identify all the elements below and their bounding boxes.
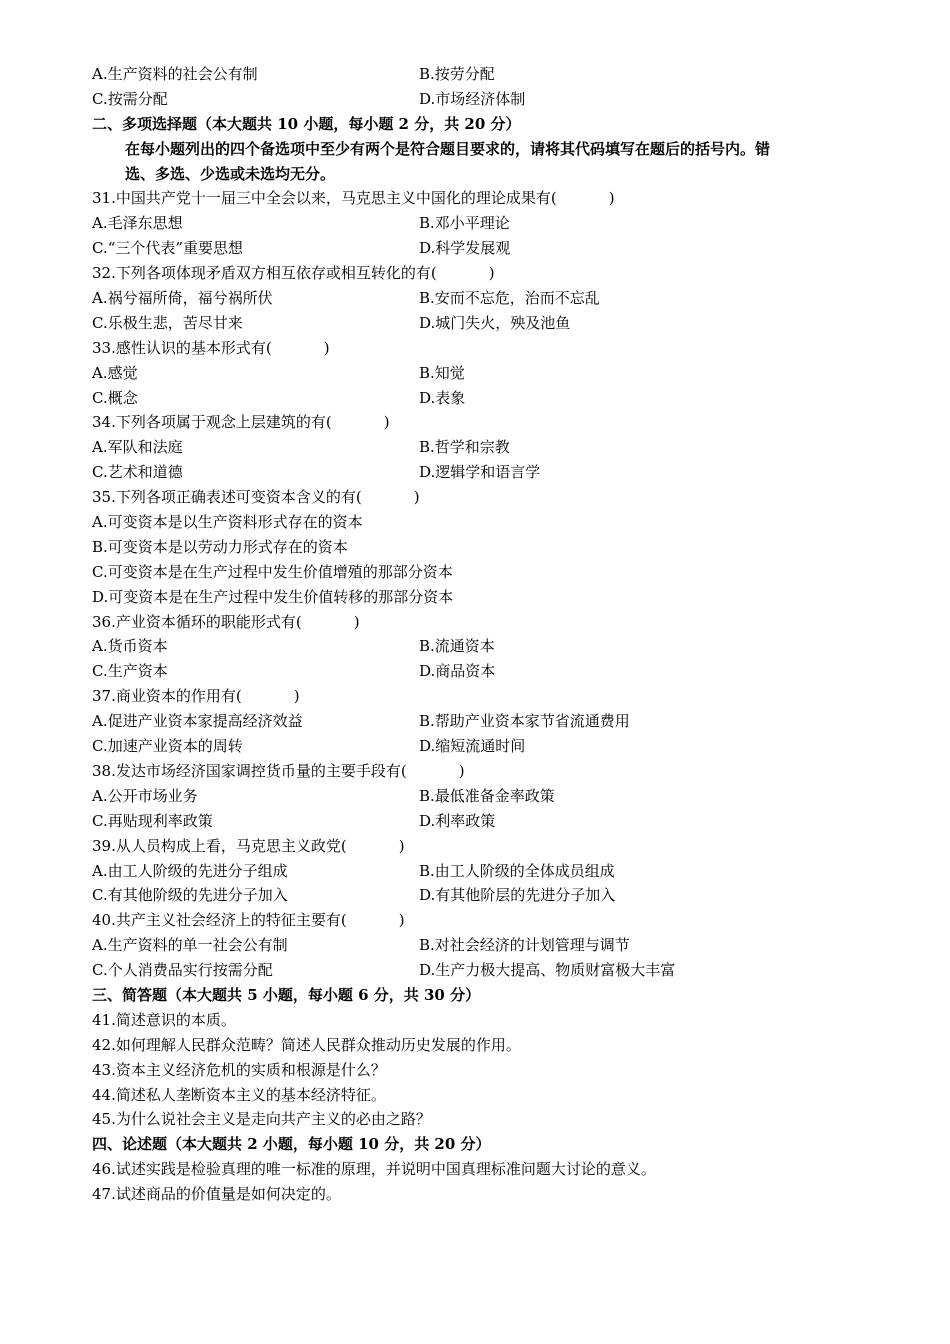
question-stem: 38.发达市场经济国家调控货币量的主要手段有( xyxy=(92,761,407,780)
option-a: A.毛泽东思想 xyxy=(92,214,183,233)
question-stem: 35.下列各项正确表述可变资本含义的有( xyxy=(92,488,362,507)
option-d: D.利率政策 xyxy=(419,811,496,830)
question-43: 43.资本主义经济危机的实质和根源是什么？ xyxy=(92,1060,386,1079)
option-c: C.艺术和道德 xyxy=(92,463,183,482)
option-row xyxy=(92,361,872,386)
option-row xyxy=(92,286,872,311)
question-36 xyxy=(92,610,872,635)
option-b: B.哲学和宗教 xyxy=(419,438,510,457)
option-row xyxy=(92,386,872,411)
question-stem: 33.感性认识的基本形式有( xyxy=(92,338,272,357)
answer-paren-close: ) xyxy=(488,264,495,283)
option-b: B.邓小平理论 xyxy=(419,214,510,233)
answer-paren-close: ) xyxy=(458,761,465,780)
option-row xyxy=(92,709,872,734)
option-d: D.商品资本 xyxy=(419,662,496,681)
section2-instruction-line1: 在每小题列出的四个备选项中至少有两个是符合题目要求的，请将其代码填写在题后的括号内。错 xyxy=(125,139,771,158)
option-a: A.祸兮福所倚，福兮祸所伏 xyxy=(92,289,273,308)
option-a: A.公开市场业务 xyxy=(92,786,198,805)
option-d: D.城门失火，殃及池鱼 xyxy=(419,313,571,332)
option-c: C.可变资本是在生产过程中发生价值增殖的那部分资本 xyxy=(92,562,453,581)
question-38 xyxy=(92,759,872,784)
section3-heading: 三、简答题（本大题共 5 小题，每小题 6 分，共 30 分） xyxy=(92,985,481,1004)
option-row xyxy=(92,87,872,112)
option-row xyxy=(92,883,872,908)
option-b: B.知觉 xyxy=(419,363,465,382)
option-row xyxy=(92,809,872,834)
option-d: D.表象 xyxy=(419,388,466,407)
option-c: C.乐极生悲，苦尽甘来 xyxy=(92,313,243,332)
question-stem: 36.产业资本循环的职能形式有( xyxy=(92,612,302,631)
question-stem: 39.从人员构成上看，马克思主义政党( xyxy=(92,836,347,855)
option-row xyxy=(92,958,872,983)
question-32 xyxy=(92,261,872,286)
option-a: A.感觉 xyxy=(92,363,138,382)
option-d: D.科学发展观 xyxy=(419,239,511,258)
question-47: 47.试述商品的价值量是如何决定的。 xyxy=(92,1185,341,1204)
option-b: B.安而不忘危，治而不忘乱 xyxy=(419,289,600,308)
option-a: A.生产资料的社会公有制 xyxy=(92,65,258,83)
option-a: A.促进产业资本家提高经济效益 xyxy=(92,712,303,731)
option-c: C.按需分配 xyxy=(92,89,168,108)
option-row xyxy=(92,435,872,460)
option-c: C.概念 xyxy=(92,388,138,407)
option-d: D.可变资本是在生产过程中发生价值转移的那部分资本 xyxy=(92,587,454,606)
option-b: B.可变资本是以劳动力形式存在的资本 xyxy=(92,537,348,556)
question-37 xyxy=(92,684,872,709)
option-row xyxy=(92,311,872,336)
question-44: 44.简述私人垄断资本主义的基本经济特征。 xyxy=(92,1085,386,1104)
question-stem: 37.商业资本的作用有( xyxy=(92,687,242,706)
option-b: B.最低准备金率政策 xyxy=(419,786,555,805)
answer-paren-close: ) xyxy=(413,488,420,507)
exam-page xyxy=(92,62,872,1207)
option-d: D.缩短流通时间 xyxy=(419,737,526,756)
answer-paren-close: ) xyxy=(398,836,405,855)
option-a: A.由工人阶级的先进分子组成 xyxy=(92,861,288,880)
option-row xyxy=(92,236,872,261)
option-row xyxy=(92,634,872,659)
option-row xyxy=(92,460,872,485)
option-b: B.按劳分配 xyxy=(419,65,495,83)
option-b: B.由工人阶级的全体成员组成 xyxy=(419,861,615,880)
option-a: A.可变资本是以生产资料形式存在的资本 xyxy=(92,513,363,532)
answer-paren-close: ) xyxy=(383,413,390,432)
question-stem: 31.中国共产党十一届三中全会以来，马克思主义中国化的理论成果有( xyxy=(92,189,557,208)
answer-paren-close: ) xyxy=(398,911,405,930)
option-row xyxy=(92,734,872,759)
question-stem: 34.下列各项属于观念上层建筑的有( xyxy=(92,413,332,432)
question-stem: 32.下列各项体现矛盾双方相互依存或相互转化的有( xyxy=(92,264,437,283)
option-row xyxy=(92,859,872,884)
answer-paren-close: ) xyxy=(353,612,360,631)
option-c: C.有其他阶级的先进分子加入 xyxy=(92,886,288,905)
option-b: B.对社会经济的计划管理与调节 xyxy=(419,936,630,955)
question-stem: 40.共产主义社会经济上的特征主要有( xyxy=(92,911,347,930)
option-row xyxy=(92,659,872,684)
option-c: C.“三个代表”重要思想 xyxy=(92,239,244,258)
question-41: 41.简述意识的本质。 xyxy=(92,1010,236,1029)
option-c: C.加速产业资本的周转 xyxy=(92,737,243,756)
question-46: 46.试述实践是检验真理的唯一标准的原理，并说明中国真理标准问题大讨论的意义。 xyxy=(92,1160,656,1179)
question-39 xyxy=(92,834,872,859)
question-34 xyxy=(92,410,872,435)
option-a: A.货币资本 xyxy=(92,637,168,656)
option-a: A.生产资料的单一社会公有制 xyxy=(92,936,288,955)
question-33 xyxy=(92,336,872,361)
question-42: 42.如何理解人民群众范畴？简述人民群众推动历史发展的作用。 xyxy=(92,1035,521,1054)
option-row xyxy=(92,211,872,236)
question-31 xyxy=(92,186,872,211)
option-c: C.生产资本 xyxy=(92,662,168,681)
answer-paren-close: ) xyxy=(608,189,615,208)
option-b: B.流通资本 xyxy=(419,637,495,656)
option-b: B.帮助产业资本家节省流通费用 xyxy=(419,712,630,731)
option-c: C.再贴现利率政策 xyxy=(92,811,213,830)
option-c: C.个人消费品实行按需分配 xyxy=(92,961,273,980)
question-45: 45.为什么说社会主义是走向共产主义的必由之路？ xyxy=(92,1110,431,1129)
option-row xyxy=(92,62,872,87)
answer-paren-close: ) xyxy=(323,338,330,357)
section4-heading: 四、论述题（本大题共 2 小题，每小题 10 分，共 20 分） xyxy=(92,1135,491,1154)
option-a: A.军队和法庭 xyxy=(92,438,183,457)
option-d: D.有其他阶层的先进分子加入 xyxy=(419,886,616,905)
answer-paren-close: ) xyxy=(293,687,300,706)
option-row xyxy=(92,784,872,809)
section2-heading: 二、多项选择题（本大题共 10 小题，每小题 2 分，共 20 分） xyxy=(92,114,521,133)
option-d: D.逻辑学和语言学 xyxy=(419,463,541,482)
question-35 xyxy=(92,485,872,510)
option-d: D.市场经济体制 xyxy=(419,89,526,108)
section2-instruction-line2: 选、多选、少选或未选均无分。 xyxy=(125,164,336,183)
option-row xyxy=(92,933,872,958)
question-40 xyxy=(92,908,872,933)
option-d: D.生产力极大提高、物质财富极大丰富 xyxy=(419,961,676,980)
